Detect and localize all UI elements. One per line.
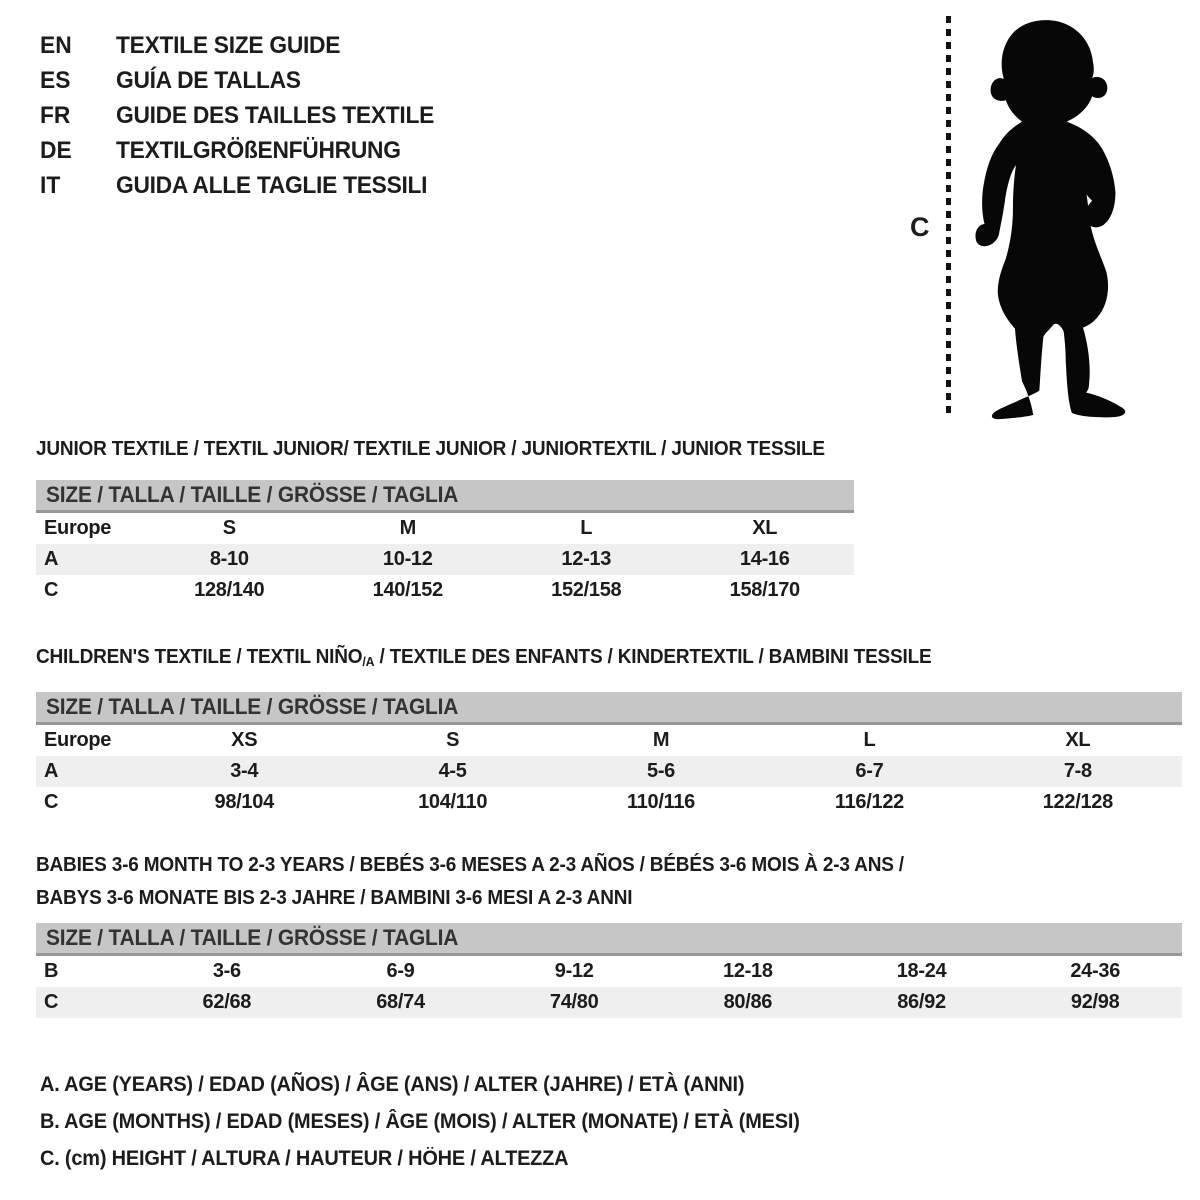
height-measure-label: C <box>910 212 930 242</box>
table-cell: 4-5 <box>438 760 467 782</box>
language-title: TEXTILGRÖßENFÜHRUNG <box>116 136 401 164</box>
row-label: A <box>44 548 59 570</box>
legend-line-c: C. (cm) HEIGHT / ALTURA / HAUTEUR / HÖHE / ALTEZZA <box>40 1147 569 1170</box>
row-label: B <box>44 960 59 982</box>
table-cell: 62/68 <box>202 991 252 1013</box>
row-label: Europe <box>44 517 112 539</box>
table-cell: 104/110 <box>418 791 488 813</box>
table-row <box>36 575 854 606</box>
language-title: GUÍA DE TALLAS <box>116 66 301 94</box>
row-label: C <box>44 791 59 813</box>
table-cell: 152/158 <box>551 579 622 601</box>
size-header-bar <box>36 923 1182 956</box>
table-cell: 80/86 <box>723 991 773 1013</box>
section-title-text: / TEXTILE DES ENFANTS / KINDERTEXTIL / BAMBINI TESSILE <box>374 646 932 668</box>
section-title <box>36 433 825 466</box>
size-header-text: SIZE / TALLA / TAILLE / GRÖSSE / TAGLIA <box>46 482 459 507</box>
row-label: C <box>44 579 59 601</box>
table-row <box>36 513 854 544</box>
size-header-text: SIZE / TALLA / TAILLE / GRÖSSE / TAGLIA <box>46 694 459 719</box>
section-title-text: JUNIOR TEXTILE / TEXTIL JUNIOR/ TEXTILE JUNIOR / JUNIORTEXTIL / JUNIOR TESSILE <box>36 438 825 460</box>
language-row <box>40 168 434 203</box>
language-row <box>40 63 434 98</box>
table-cell: 110/116 <box>627 791 696 813</box>
size-table <box>36 513 854 606</box>
language-code: EN <box>40 31 72 59</box>
section-title-text: CHILDREN'S TEXTILE / TEXTIL NIÑO <box>36 646 363 668</box>
table-cell: 7-8 <box>1063 760 1092 782</box>
size-table <box>36 725 1182 818</box>
table-cell: 14-16 <box>739 548 790 570</box>
table-cell: S <box>222 517 236 539</box>
table-row <box>36 787 1182 818</box>
size-header-bar <box>36 480 854 513</box>
table-cell: M <box>652 729 670 751</box>
language-title: GUIDA ALLE TAGLIE TESSILI <box>116 171 428 199</box>
table-cell: 12-13 <box>561 548 612 570</box>
table-cell: 92/98 <box>1070 991 1120 1013</box>
legend-line-b: B. AGE (MONTHS) / EDAD (MESES) / ÂGE (MOIS) / ALTER (MONATE) / ETÀ (MESI) <box>40 1110 800 1133</box>
table-cell: 8-10 <box>209 548 249 570</box>
section-title-text: BABYS 3-6 MONATE BIS 2-3 JAHRE / BAMBINI 3-6 MESI A 2-3 ANNI <box>36 887 633 909</box>
table-cell: 3-4 <box>230 760 259 782</box>
table-cell: 74/80 <box>549 991 599 1013</box>
language-code: DE <box>40 136 72 164</box>
table-row <box>36 956 1182 987</box>
row-label: C <box>44 991 59 1013</box>
table-cell: 86/92 <box>897 991 946 1013</box>
table-cell: L <box>863 729 876 751</box>
table-row <box>36 987 1182 1018</box>
section-junior <box>36 433 854 606</box>
table-cell: 6-9 <box>386 960 415 982</box>
language-row <box>40 98 434 133</box>
row-label: Europe <box>44 729 112 751</box>
table-cell: 122/128 <box>1042 791 1113 813</box>
table-cell: 158/170 <box>729 579 800 601</box>
table-cell: S <box>446 729 460 751</box>
table-cell: 116/122 <box>834 791 904 813</box>
toddler-silhouette-icon <box>961 14 1141 420</box>
row-label: A <box>44 760 59 782</box>
table-cell: 6-7 <box>855 760 884 782</box>
table-cell: 128/140 <box>194 579 265 601</box>
language-row <box>40 28 434 63</box>
table-cell: XL <box>1065 729 1091 751</box>
table-cell: XS <box>231 729 258 751</box>
table-cell: 68/74 <box>376 991 425 1013</box>
table-row <box>36 544 854 575</box>
table-cell: 98/104 <box>214 791 274 813</box>
section-babies <box>36 849 1182 1018</box>
language-row <box>40 133 434 168</box>
table-cell: M <box>399 517 416 539</box>
language-code: ES <box>40 66 71 94</box>
table-cell: 18-24 <box>896 960 947 982</box>
language-title: GUIDE DES TAILLES TEXTILE <box>116 101 435 129</box>
table-cell: 10-12 <box>382 548 433 570</box>
table-cell: 12-18 <box>723 960 773 982</box>
table-cell: 24-36 <box>1070 960 1121 982</box>
language-list <box>40 28 455 203</box>
section-title-subscript: /A <box>362 654 375 669</box>
section-title <box>36 641 1125 678</box>
table-cell: L <box>580 517 593 539</box>
section-title <box>36 849 1125 915</box>
section-title-text: BABIES 3-6 MONTH TO 2-3 YEARS / BEBÉS 3-6 MESES A 2-3 AÑOS / BÉBÉS 3-6 MOIS À 2-3 ANS / <box>36 854 904 876</box>
section-children <box>36 641 1182 818</box>
legend-line-a: A. AGE (YEARS) / EDAD (AÑOS) / ÂGE (ANS) / ALTER (JAHRE) / ETÀ (ANNI) <box>40 1073 745 1096</box>
size-header-text: SIZE / TALLA / TAILLE / GRÖSSE / TAGLIA <box>46 925 459 950</box>
size-table <box>36 956 1182 1018</box>
table-cell: 3-6 <box>212 960 241 982</box>
table-cell: XL <box>752 517 778 539</box>
table-row <box>36 756 1182 787</box>
language-code: FR <box>40 101 71 129</box>
table-cell: 9-12 <box>554 960 594 982</box>
language-title: TEXTILE SIZE GUIDE <box>116 31 341 59</box>
size-header-bar <box>36 692 1182 725</box>
height-measure-dotted-line <box>946 16 951 418</box>
table-cell: 5-6 <box>647 760 676 782</box>
table-cell: 140/152 <box>372 579 443 601</box>
language-code: IT <box>40 171 61 199</box>
table-row <box>36 725 1182 756</box>
legend <box>40 1066 840 1177</box>
